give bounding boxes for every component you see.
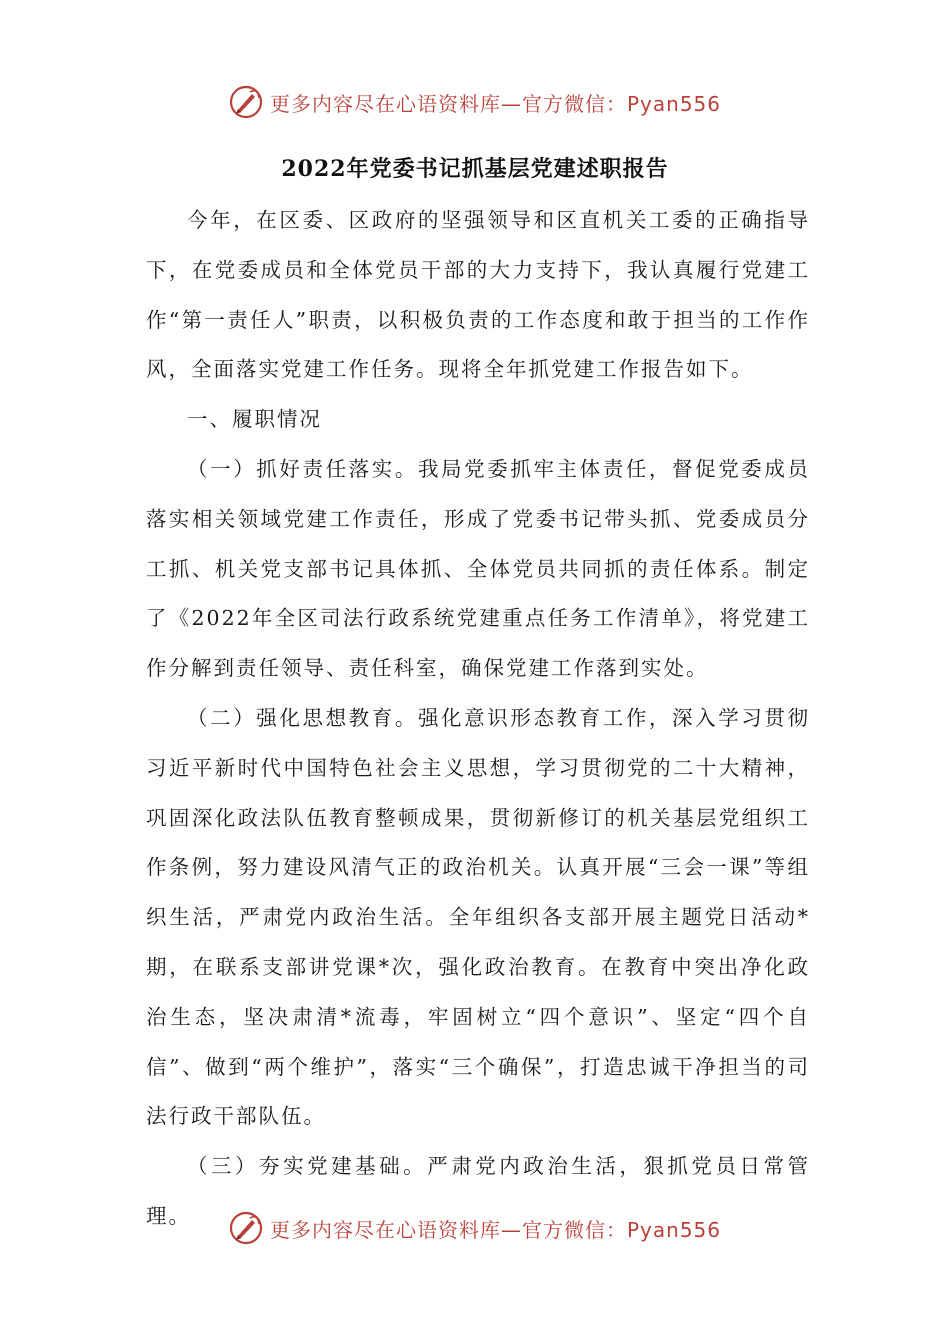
watermark-banner-top xyxy=(228,82,728,122)
paragraph-responsibility: （一）抓好责任落实。我局党委抓牢主体责任，督促党委成员落实相关领域党建工作责任，形成了党委书记带头抓、党委成员分工抓、机关党支部书记具体抓、全体党员共同抓的责任体系。制定了《2022年全区司法行政系统党建重点任务工作清单》，将党建工作分解到责任领导、责任科室，确保党建工作落到实处。 xyxy=(146,456,810,681)
watermark-banner-bottom xyxy=(228,1208,728,1248)
paragraph-education: （二）强化思想教育。强化意识形态教育工作，深入学习贯彻习近平新时代中国特色社会主义思想，学习贯彻党的二十大精神，巩固深化政法队伍教育整顿成果，贯彻新修订的机关基层党组织工作条例，努力建设风清气正的政治机关。认真开展“三会一课”等组织生活，严肃党内政治生活。全年组织各支部开展主题党日活动*期，在联系支部讲党课*次，强化政治教育。在教育中突出净化政治生态，坚决肃清*流毒，牢固树立“四个意识”、坚定“四个自信”、做到“两个维护”，落实“三个确保”，打造忠诚干净担当的司法行政干部队伍。 xyxy=(146,705,810,1129)
pen-logo-icon xyxy=(228,84,264,120)
pen-logo-icon xyxy=(228,1210,264,1246)
document-title: 2022年党委书记抓基层党建述职报告 xyxy=(281,156,669,182)
watermark-text: 更多内容尽在心语资料库—官方微信：Pyan556 xyxy=(270,1217,722,1242)
watermark-text: 更多内容尽在心语资料库—官方微信：Pyan556 xyxy=(270,91,722,116)
paragraph-foundation: （三）夯实党建基础。严肃党内政治生活，狠抓党员日常管理。 xyxy=(146,1154,810,1228)
paragraph-intro: 今年，在区委、区政府的坚强领导和区直机关工委的正确指导下，在党委成员和全体党员干部的大力支持下，我认真履行党建工作“第一责任人”职责，以积极负责的工作态度和敢于担当的工作作风，全面落实党建工作任务。现将全年抓党建工作报告如下。 xyxy=(146,208,810,382)
document-body xyxy=(146,196,810,1242)
section-heading: 一、履职情况 xyxy=(187,407,322,432)
